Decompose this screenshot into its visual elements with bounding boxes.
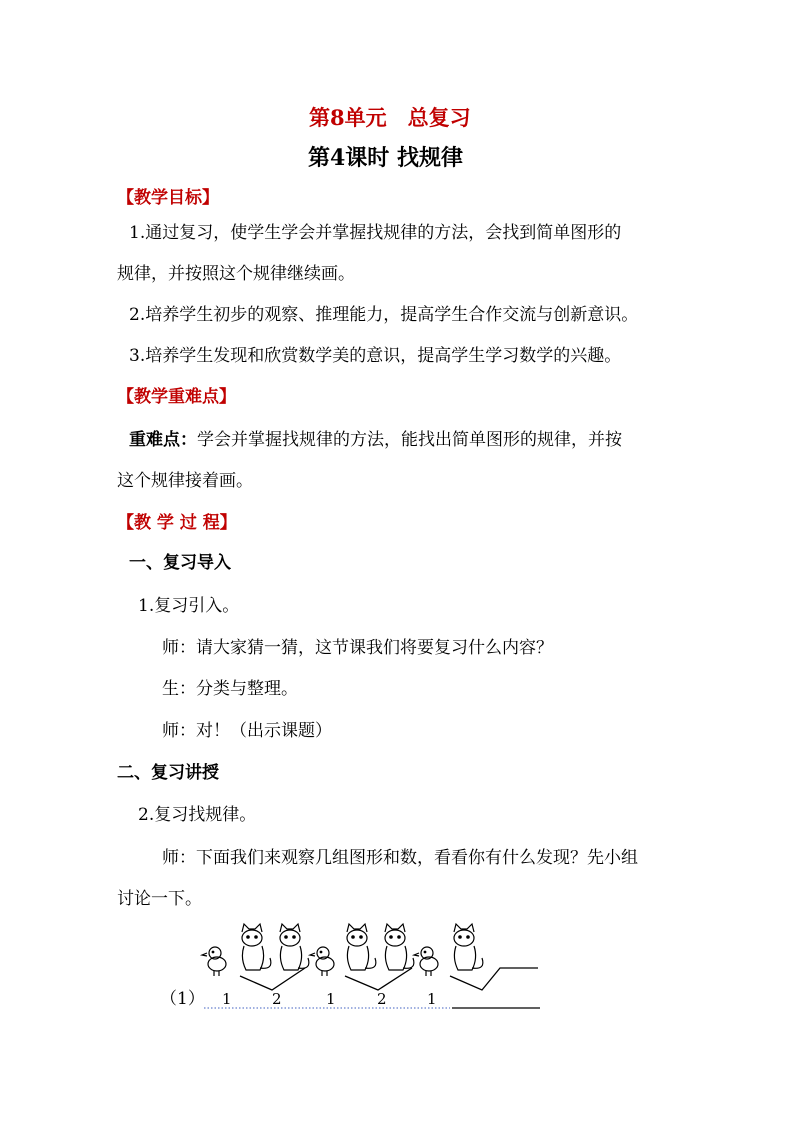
pattern-number: 1 bbox=[326, 990, 336, 1008]
cat-icon bbox=[347, 924, 376, 970]
pattern-drawing bbox=[160, 920, 560, 1015]
part2-text-2: 讨论一下。 bbox=[117, 889, 202, 909]
part1-heading: 一、复习导入 bbox=[129, 553, 231, 573]
objectives-heading: 【教学目标】 bbox=[117, 188, 219, 208]
pattern-number: 1 bbox=[222, 990, 232, 1008]
pattern-number: 1 bbox=[427, 990, 437, 1008]
key-points-label: 重难点： bbox=[129, 430, 197, 450]
objective-line: 规律，并按照这个规律继续画。 bbox=[117, 264, 355, 284]
objective-line: 1.通过复习，使学生学会并掌握找规律的方法，会找到简单图形的 bbox=[129, 223, 622, 243]
key-points-line bbox=[129, 428, 622, 452]
part2-item: 2.复习找规律。 bbox=[138, 805, 257, 825]
process-heading: 【教 学 过 程】 bbox=[117, 513, 237, 533]
part1-item: 1.复习引入。 bbox=[138, 596, 240, 616]
chick-icon bbox=[202, 947, 226, 976]
key-points-heading: 【教学重难点】 bbox=[117, 387, 236, 407]
pattern-number: 2 bbox=[272, 990, 282, 1008]
dialog-line: 师：对！（出示课题） bbox=[162, 721, 332, 741]
key-points-text: 学会并掌握找规律的方法，能找出简单图形的规律，并按 bbox=[197, 430, 622, 450]
cat-icon bbox=[454, 924, 483, 970]
objective-line: 3.培养学生发现和欣赏数学美的意识，提高学生学习数学的兴趣。 bbox=[129, 346, 622, 366]
pattern-bracket bbox=[240, 968, 538, 990]
pattern-figure bbox=[160, 920, 560, 1015]
part2-heading: 二、复习讲授 bbox=[117, 763, 219, 783]
page-title: 第8单元 总复习 bbox=[309, 105, 471, 130]
objective-line: 2.培养学生初步的观察、推理能力，提高学生合作交流与创新意识。 bbox=[129, 305, 639, 325]
dialog-line: 师：请大家猜一猜，这节课我们将要复习什么内容？ bbox=[162, 638, 553, 658]
lesson-title: 第4课时 找规律 bbox=[308, 145, 463, 171]
pattern-number: 2 bbox=[377, 990, 387, 1008]
cat-icon bbox=[242, 924, 271, 970]
key-points-line-2: 这个规律接着画。 bbox=[117, 471, 253, 491]
cat-icon bbox=[385, 924, 414, 970]
dialog-line: 生：分类与整理。 bbox=[162, 679, 298, 699]
chick-icon bbox=[414, 947, 438, 976]
chick-icon bbox=[310, 947, 334, 976]
cat-icon bbox=[280, 924, 309, 970]
part2-text: 师：下面我们来观察几组图形和数，看看你有什么发现？先小组 bbox=[162, 848, 638, 868]
figure-label: （1） bbox=[160, 989, 205, 1009]
